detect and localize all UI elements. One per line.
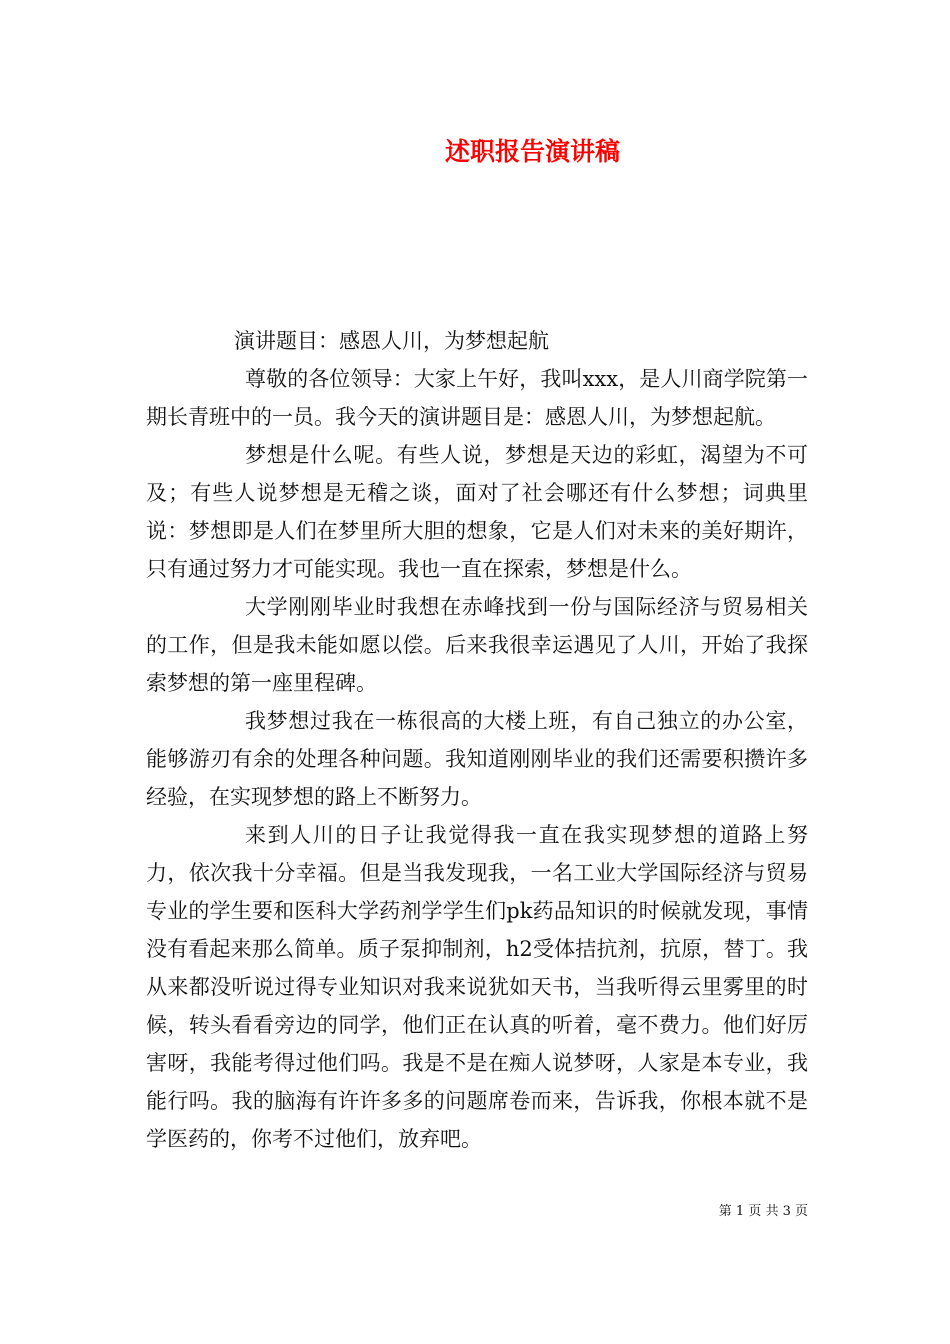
paragraph: 我梦想过我在一栋很高的大楼上班，有自己独立的办公室，能够游刃有余的处理各种问题。我知道刚刚毕业的我们还需要积攒许多经验，在实现梦想的路上不断努力。 [146,709,808,809]
paragraph: 尊敬的各位领导：大家上午好，我叫xxx，是人川商学院第一期长青班中的一员。我今天的演讲题目是：感恩人川，为梦想起航。 [146,367,808,429]
document-body [146,322,808,1158]
paragraph: 大学刚刚毕业时我想在赤峰找到一份与国际经济与贸易相关的工作，但是我未能如愿以偿。后来我很幸运遇见了人川，开始了我探索梦想的第一座里程碑。 [146,595,808,695]
document-title: 述职报告演讲稿 [444,137,620,166]
paragraph: 梦想是什么呢。有些人说，梦想是天边的彩虹，渴望为不可及；有些人说梦想是无稽之谈，面对了社会哪还有什么梦想；词典里说：梦想即是人们在梦里所大胆的想象，它是人们对未来的美好期许，只有通过努力才可能实现。我也一直在探索，梦想是什么。 [146,443,808,581]
speech-subject-line: 演讲题目：感恩人川，为梦想起航 [234,329,549,353]
page-footer: 第 1 页 共 3 页 [718,1204,808,1219]
paragraph: 来到人川的日子让我觉得我一直在我实现梦想的道路上努力，依次我十分幸福。但是当我发现我，一名工业大学国际经济与贸易专业的学生要和医科大学药剂学学生们pk药品知识的时候就发现，事情没有看起来那么简单。质子泵抑制剂，h2受体拮抗剂，抗原，替丁。我从来都没听说过得专业知识对我来说犹如天书，当我听得云里雾里的时候，转头看看旁边的同学，他们正在认真的听着，毫不费力。他们好厉害呀，我能考得过他们吗。我是不是在痴人说梦呀，人家是本专业，我能行吗。我的脑海有许许多多的问题席卷而来，告诉我，你根本就不是学医药的，你考不过他们，放弃吧。 [146,823,808,1151]
